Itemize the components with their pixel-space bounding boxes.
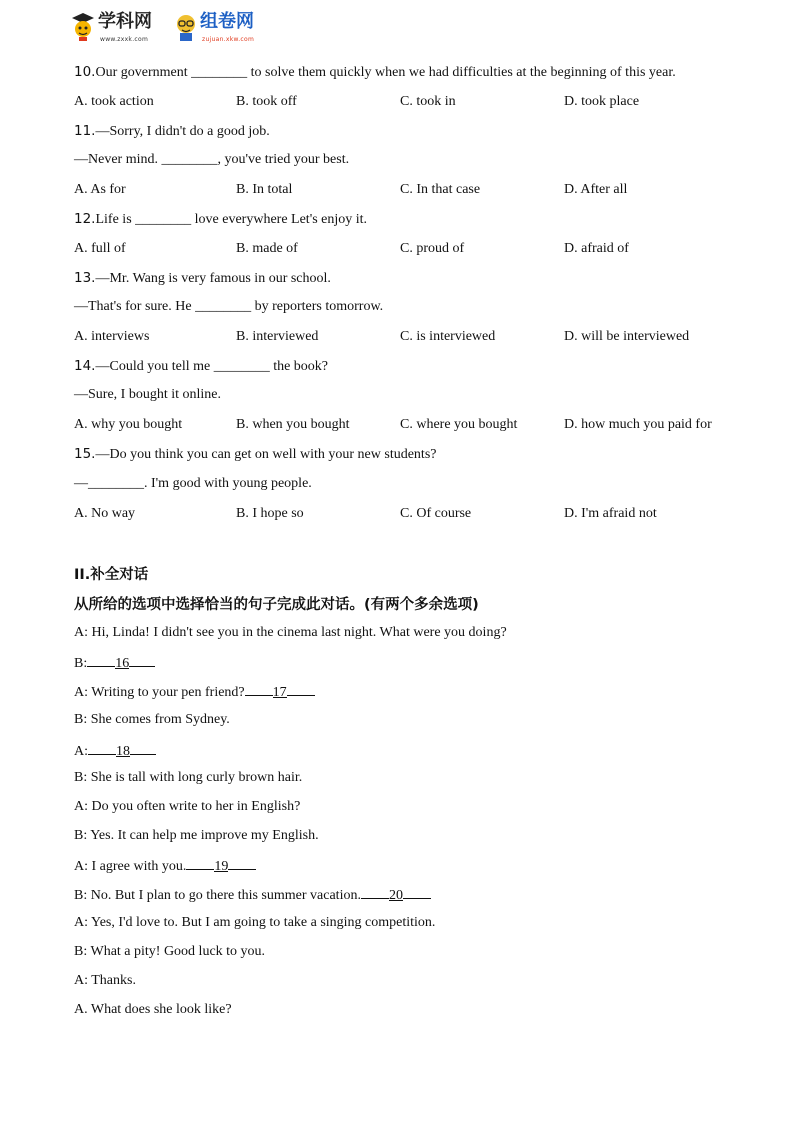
blank-number: 20 [388, 888, 403, 903]
dialogue-line [74, 943, 265, 961]
dialogue-text: A: [74, 744, 88, 759]
option-b: B. took off [236, 94, 297, 109]
option-c: C. where you bought [400, 417, 518, 432]
dialogue-text: A: Hi, Linda! I didn't see you in the cinema last night. What were you doing? [74, 625, 507, 640]
stem-text: —Sure, I bought it online. [74, 387, 221, 402]
option-b: B. interviewed [236, 329, 319, 344]
dialogue-text: A: I agree with you. [74, 859, 187, 874]
stem-text: Our government ________ to solve them quickly when we had difficulties at the beginning of this year. [95, 65, 676, 80]
blank-number: 19 [214, 859, 229, 874]
option-c: C. is interviewed [400, 329, 496, 344]
dialogue-line [74, 914, 435, 932]
blank-underline [130, 741, 156, 755]
logo2-url: zujuan.xkw.com [202, 36, 255, 43]
logo1-url: www.zxxk.com [100, 36, 149, 43]
option-c: C. proud of [400, 241, 465, 256]
question-13-stem [74, 269, 331, 288]
stem-text: —Mr. Wang is very famous in our school. [95, 271, 331, 286]
blank-underline [186, 856, 214, 870]
dialogue-text: B: What a pity! Good luck to you. [74, 944, 266, 959]
dialogue-line [74, 624, 507, 642]
option-a: A. interviews [74, 329, 150, 344]
option-c: C. In that case [400, 182, 481, 197]
question-number: 15. [74, 446, 96, 462]
dialogue-line [74, 856, 256, 876]
option-a: A. As for [74, 182, 126, 197]
question-number: 12. [74, 211, 96, 227]
option-d: D. how much you paid for [564, 417, 712, 432]
question-14-stem [74, 357, 328, 376]
stem-text: —Do you think you can get on well with your new students? [95, 447, 437, 462]
section-instruction: 从所给的选项中选择恰当的句子完成此对话。(有两个多余选项) [74, 597, 479, 613]
question-12-stem [74, 210, 367, 229]
stem-text: —Sorry, I didn't do a good job. [95, 124, 270, 139]
blank-underline [287, 682, 315, 696]
dialogue-line [74, 798, 300, 816]
blank-underline [88, 741, 116, 755]
option-a: A. took action [74, 94, 154, 109]
blank-underline [403, 885, 431, 899]
logo1-text: 学科网 [98, 11, 152, 32]
question-15-stem [74, 445, 437, 464]
question-number: 14. [74, 358, 96, 374]
dialogue-line [74, 741, 156, 761]
option-d: D. will be interviewed [564, 329, 690, 344]
option-d: D. After all [564, 182, 628, 197]
dialogue-line [74, 711, 230, 729]
question-number: 13. [74, 270, 96, 286]
stem-text: Life is ________ love everywhere Let's enjoy it. [95, 212, 368, 227]
dialogue-text: A: Thanks. [74, 973, 136, 988]
option-b: B. In total [236, 182, 293, 197]
option-c: C. took in [400, 94, 456, 109]
blank-underline [87, 653, 115, 667]
blank-number: 17 [272, 685, 287, 700]
option-d: D. took place [564, 94, 640, 109]
dialogue-line [74, 682, 315, 702]
blank-number: 16 [115, 656, 130, 671]
blank-number: 18 [116, 744, 130, 759]
dialogue-line [74, 769, 302, 787]
option-b: B. when you bought [236, 417, 350, 432]
option-b: B. I hope so [236, 506, 304, 521]
option-c: C. Of course [400, 506, 472, 521]
zujuan-logo [174, 10, 274, 46]
option-b: B. made of [236, 241, 298, 256]
stem-text: —That's for sure. He ________ by reporters tomorrow. [74, 299, 384, 314]
blank-underline [361, 885, 389, 899]
question-10-stem [74, 63, 676, 82]
dialogue-text: A: Do you often write to her in English? [74, 799, 301, 814]
dialogue-text: A: Yes, I'd love to. But I am going to take a singing competition. [74, 915, 436, 930]
question-number: 10. [74, 64, 96, 80]
dialogue-line [74, 653, 155, 673]
zxxk-logo [70, 10, 166, 46]
dialogue-text: B: She comes from Sydney. [74, 712, 230, 727]
question-number: 11. [74, 123, 96, 139]
student-mascot-icon [174, 12, 198, 42]
question-11-stem [74, 122, 270, 141]
dialogue-text: B: No. But I plan to go there this summer vacation. [74, 888, 361, 903]
logo2-text: 组卷网 [200, 11, 254, 32]
option-a: A. full of [74, 241, 126, 256]
dialogue-text: B: She is tall with long curly brown hair. [74, 770, 303, 785]
stem-text: —Never mind. ________, you've tried your best. [74, 152, 350, 167]
option-d: D. afraid of [564, 241, 629, 256]
dialogue-line [74, 827, 319, 845]
dialogue-line [74, 972, 136, 990]
graduate-mascot-icon [70, 12, 96, 42]
dialogue-text: A. What does she look like? [74, 1002, 232, 1017]
blank-underline [129, 653, 155, 667]
dialogue-text: B: Yes. It can help me improve my English. [74, 828, 319, 843]
option-a: A. No way [74, 506, 136, 521]
blank-underline [228, 856, 256, 870]
option-d: D. I'm afraid not [564, 506, 657, 521]
dialogue-text: A: Writing to your pen friend? [74, 685, 245, 700]
answer-option-a [74, 1001, 232, 1019]
stem-text: —Could you tell me ________ the book? [95, 359, 329, 374]
section-title: II.补全对话 [74, 567, 149, 583]
blank-underline [245, 682, 273, 696]
stem-text: —________. I'm good with young people. [74, 476, 312, 491]
dialogue-line [74, 885, 431, 905]
dialogue-text: B: [74, 656, 88, 671]
option-a: A. why you bought [74, 417, 183, 432]
